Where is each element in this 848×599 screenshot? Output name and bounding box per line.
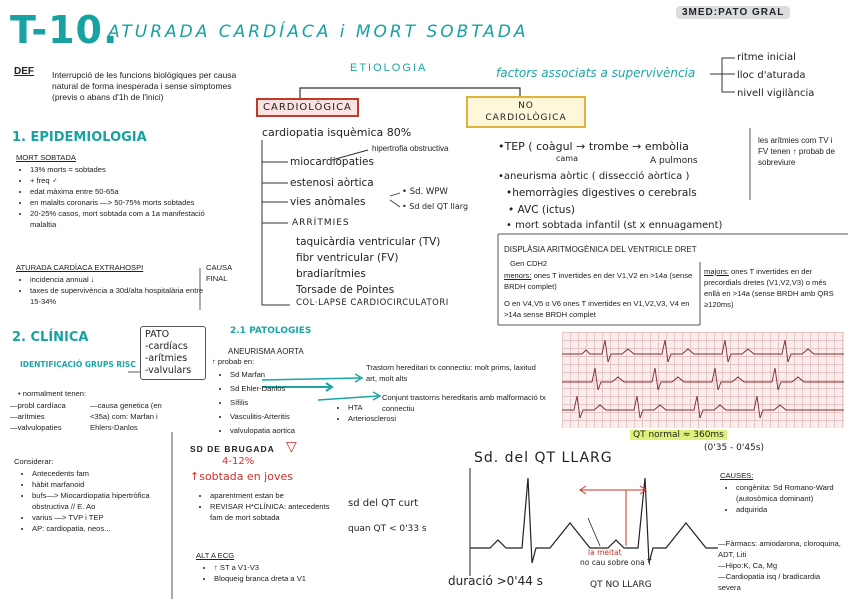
hipertrofia: hipertrofia obstructiva — [372, 144, 449, 153]
cardiologica-label: CARDIOLÒGICA — [256, 98, 359, 117]
causes-sub — [718, 538, 842, 599]
causa-genetica: —causa genetica (en <35a) com: Marfan i Ehlers-Danlos — [90, 401, 162, 432]
brugada-list — [196, 490, 330, 523]
isquemica: cardiopatia isquèmica 80% — [262, 126, 412, 139]
patologies-list — [216, 368, 350, 438]
colapse: COL·LAPSE CARDIOCIRCULATORI — [296, 298, 449, 308]
list-item: • aparentment estan be — [210, 490, 330, 501]
aturada-title: ATURADA CARDÍACA EXTRAHOSPI — [16, 263, 144, 272]
mort-infantil: • mort sobtada infantil (st x ennuagament) — [506, 220, 723, 231]
list-item: —Fàrmacs: amiodarona, cloroquina, ADT, Liti — [718, 539, 841, 559]
def-text: Interrupció de les funcions biològiques per causa natural de forma inesperada i sense símptomes (previs o abans d'1h de l'inici) — [52, 70, 237, 102]
list-item: • HTA — [348, 402, 428, 413]
alt-ecg: ALT A ECG — [196, 551, 235, 560]
brugada-title: SD DE BRUGADA — [190, 444, 275, 454]
mort-sobtada-list — [16, 164, 220, 230]
qt-normal — [630, 430, 727, 440]
list-item: • REVISAR H*CLÍNICA: antecedents fam de mort sobtada — [210, 501, 330, 523]
estenosi: estenosi aòrtica — [290, 177, 374, 189]
etiologia-title: ETIOLOGIA — [350, 62, 428, 74]
factors-label: factors associats a supervivència — [496, 66, 696, 80]
list-item: • bufs—> Miocardiopatia hipertròfica obstructiva // E. Ao — [32, 490, 182, 512]
causes-title: CAUSES: — [720, 471, 754, 480]
tep-cama: cama — [556, 154, 578, 163]
normalment-text: normalment tenen: — [22, 389, 87, 398]
qt-curt-val: quan QT < 0'33 s — [348, 524, 427, 534]
arr-item: fibr ventricular (FV) — [296, 252, 399, 264]
factor-item: nivell vigilància — [737, 88, 815, 99]
tep-pulmo: A pulmons — [650, 156, 698, 166]
displasia-o: O en V4,V5 o V6 ones T invertides en V1,V2,V3, V4 en >14a sense BRDH complet — [504, 299, 690, 319]
pato-item: -cardíacs — [145, 341, 188, 352]
patologies-title: 2.1 PATOLOGIES — [230, 326, 312, 336]
pato-item: PATO — [145, 329, 170, 340]
trastorn-1: Trastorn hereditari tx connectiu: molt prims, laxitud art, molt alts — [366, 363, 536, 383]
vies-anomales: vies anòmales — [290, 196, 366, 208]
list-item: • congènita: Sd Romano-Ward (autosòmica dominant) — [736, 482, 848, 504]
qt-llarg-trace — [440, 468, 718, 578]
list-item: • + freq ♂ — [30, 175, 220, 186]
list-item: • en malalts coronaris —> 50-75% morts sobtades — [30, 197, 220, 208]
arritmies-note: les arítmies com TV i FV tenen ↑ probab de sobreviure — [758, 136, 835, 167]
warning-icon: ▽ — [286, 438, 297, 454]
menors-text: ones T invertides en der V1,V2 en >14a (sense BRDH complet) — [504, 271, 693, 291]
probab: ↑ probab en: — [212, 357, 255, 366]
causa-final: CAUSA FINAL — [206, 263, 232, 283]
list-item: —arítmies — [10, 412, 45, 421]
arr-item: taquicàrdia ventricular (TV) — [296, 236, 441, 248]
list-item: —probl cardíaca — [10, 401, 66, 410]
clinica-title: 2. CLÍNICA — [12, 330, 89, 345]
aneurisma-aortic: •aneurisma aòrtic ( dissecció aòrtica ) — [498, 171, 690, 182]
menors — [504, 270, 698, 292]
mort-sobtada-title: MORT SOBTADA — [16, 153, 76, 162]
factors-list — [737, 49, 814, 103]
factor-item: lloc d'aturada — [737, 70, 806, 81]
arritmies-list — [296, 234, 440, 298]
list-item: • Antecedents fam — [32, 468, 182, 479]
list-item: —Hipo:K, Ca, Mg — [718, 561, 778, 570]
ecg-trace — [562, 332, 844, 428]
avc: • AVC (ictus) — [508, 204, 576, 216]
list-item: • Sífilis — [230, 396, 350, 410]
tep: •TEP ( coàgul → trombe → embòlia — [498, 140, 689, 153]
topic-code: T-10. — [10, 8, 119, 52]
aneurisma-aorta: ANEURISMA AORTA — [228, 347, 304, 356]
list-item: —Cardiopatia isq / bradicardia severa — [718, 572, 821, 592]
qt-normal-text: QT normal ≈ 360ms — [630, 430, 727, 440]
list-item: • Bloqueig branca dreta a V1 — [214, 573, 364, 584]
qt-range: (0'35 - 0'45s) — [704, 443, 764, 453]
list-item: • Sd Marfan — [230, 368, 350, 382]
pato-box — [140, 326, 206, 380]
list-item: • hàbit marfanoid — [32, 479, 182, 490]
causes-list — [722, 482, 848, 515]
considerar: Considerar: — [14, 457, 54, 466]
list-item: • adquirida — [736, 504, 848, 515]
trastorn-2: Conjunt trastorns hereditaris amb malformació tx connectiu — [382, 393, 546, 413]
aturada-list — [16, 274, 216, 307]
arr-item: bradiarítmies — [296, 268, 366, 280]
course-tag: 3MED:PATO GRAL — [676, 6, 790, 19]
majors — [704, 266, 844, 310]
meitat: la meitat — [588, 548, 622, 557]
qt-llarg-title: Sd. del QT LLARG — [474, 450, 613, 466]
list-item: • ↑ ST a V1-V3 — [214, 562, 364, 573]
sd-qt: • Sd del QT llarg — [402, 202, 469, 211]
list-item: • edat màxima entre 50-65a — [30, 186, 220, 197]
list-item: • AP: cardiopatia, neos... — [32, 523, 182, 534]
pato-item: -valvulars — [145, 365, 192, 376]
cau-ona-t: no cau sobre ona T — [580, 558, 652, 567]
menors-label: menors: — [504, 271, 532, 280]
list-item: • taxes de supervivència a 30d/alta hospitalària entre 15-34% — [30, 285, 216, 307]
factor-item: ritme inicial — [737, 52, 796, 63]
wpw: • Sd. WPW — [402, 187, 448, 197]
identificacio: IDENTIFICACIÓ GRUPS RISC — [20, 360, 136, 369]
pato-item: -arítmies — [145, 353, 188, 364]
list-item: • Arteriosclerosi — [348, 413, 428, 424]
duracio: duració >0'44 s — [448, 574, 543, 588]
qt-no-llarg: QT NO LLARG — [590, 580, 652, 590]
considerar-list — [18, 468, 182, 534]
list-item: • Vasculitis-Arteritis — [230, 410, 350, 424]
epidemio-title: 1. EPIDEMIOLOGIA — [12, 130, 147, 145]
list-item: • varius —> TVP i TEP — [32, 512, 182, 523]
no-cardiologica-label: NO CARDIOLÒGICA — [466, 96, 586, 128]
normalment: • normalment tenen: — [18, 389, 87, 398]
probl-list — [10, 400, 90, 433]
displasia-title: DISPLÀSIA ARITMOGÈNICA DEL VENTRICLE DRET — [504, 245, 697, 254]
brugada-pct: 4-12% — [222, 456, 255, 467]
list-item: —valvulopaties — [10, 423, 62, 432]
ecg-list — [200, 562, 364, 584]
list-item: • 13% morts = sobtades — [30, 164, 220, 175]
qt-curt-title: sd del QT curt — [348, 498, 419, 509]
def-label: DEF — [14, 66, 34, 77]
list-item: • Sd Ehler-Danlos — [230, 382, 350, 396]
list-item: • 20-25% casos, mort sobtada com a 1a manifestació malaltia — [30, 208, 220, 230]
arritmies: ARRÍTMIES — [292, 218, 350, 228]
list-item: • valvulopatia aortica — [230, 424, 350, 438]
miocardiopaties: miocardiopaties — [290, 156, 374, 168]
majors-label: majors: — [704, 267, 729, 276]
majors-text: ones T invertides en der precordials dretes (V1,V2,V3) o més enllà en >14a (sense BRDH amb QRS ≥120ms) — [704, 267, 834, 309]
hemorragies: •hemorràgies digestives o cerebrals — [506, 187, 697, 199]
ecg-image — [562, 332, 844, 428]
page-title: ATURADA CARDÍACA i MORT SOBTADA — [108, 22, 529, 42]
list-item: • incidencia annual ↓ — [30, 274, 216, 285]
brugada-sobtada: ↑sobtada en joves — [190, 470, 293, 483]
arr-item: Torsade de Pointes — [296, 284, 395, 296]
gen: Gen CDH2 — [510, 259, 548, 268]
